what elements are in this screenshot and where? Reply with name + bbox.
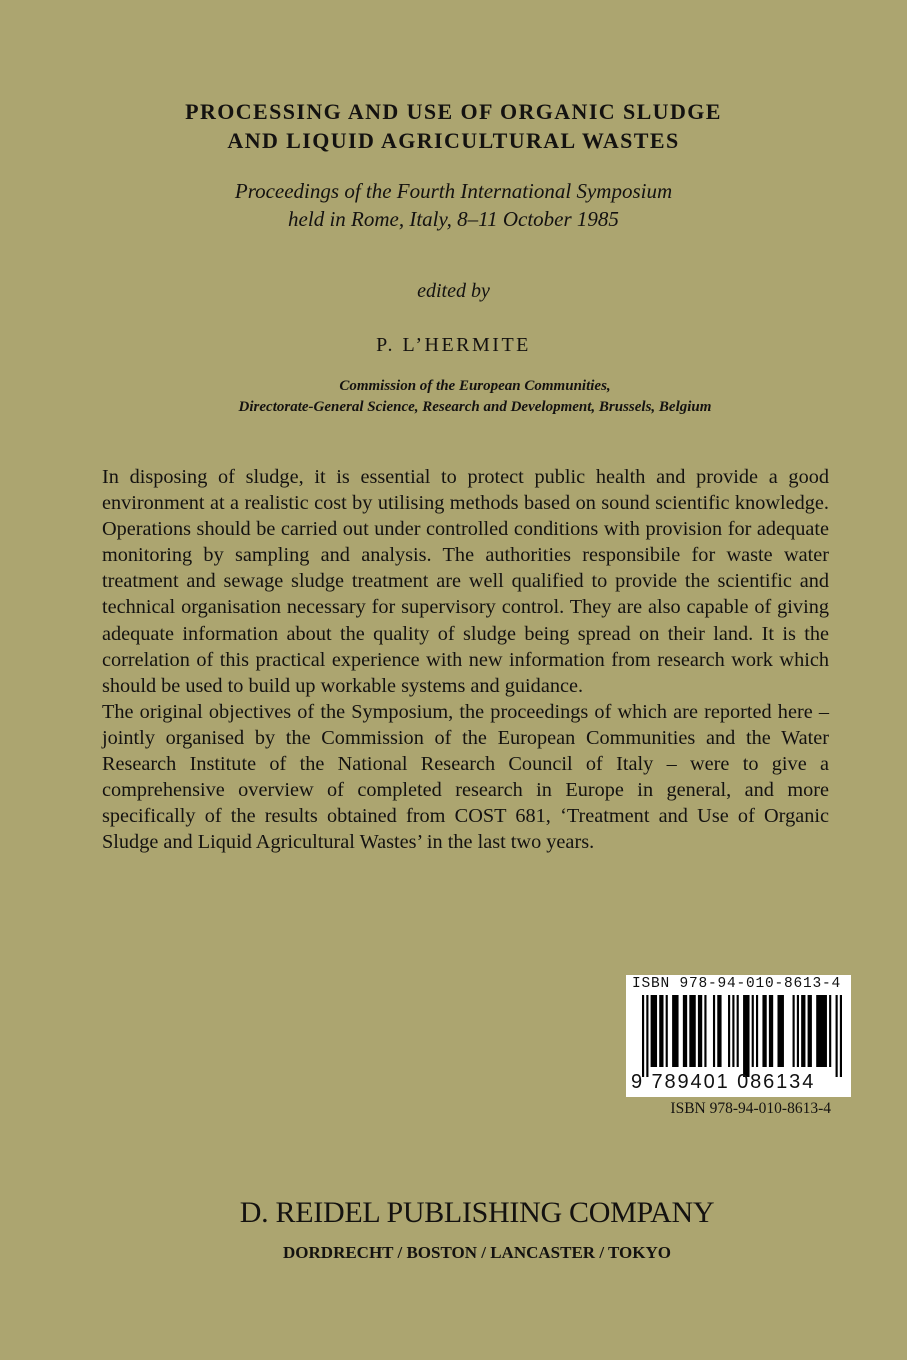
barcode-bar <box>717 995 721 1067</box>
editor-affiliation <box>195 376 755 418</box>
barcode-bar <box>816 995 827 1067</box>
barcode-bar <box>732 995 734 1067</box>
subtitle-line-1: Proceedings of the Fourth International Symposium <box>234 179 673 203</box>
barcode-bar <box>797 995 799 1067</box>
barcode-isbn-label: ISBN 978-94-010-8613-4 <box>632 976 842 992</box>
isbn-barcode <box>626 975 851 1097</box>
barcode-bar <box>743 995 749 1077</box>
barcode-bar <box>737 995 739 1067</box>
barcode-bar <box>689 995 695 1067</box>
barcode-digits: 9 789401 086134 <box>631 1071 816 1093</box>
barcode-bar <box>728 995 730 1067</box>
barcode-bar <box>762 995 766 1067</box>
barcode-bar <box>704 995 706 1067</box>
barcode-bar <box>836 995 838 1077</box>
affiliation-line-2: Directorate-General Science, Research and Development, Brussels, Belgium <box>238 399 712 415</box>
blurb-paragraph-1: In disposing of sludge, it is essential to protect public health and provide a good environment at a realistic cost by utilising methods based on sound scientific knowledge. Operations should be carried out under controlled conditions with provision for adequate monitoring by sampling and analysis. The authorities responsibile for waste water treatment and sewage sludge treatment are well qualified to provide the scientific and technical organisation necessary for supervisory control. They are also capable of giving adequate information about the quality of sludge being spread on their land. It is the correlation of this practical experience with new information from research work which should be used to build up workable systems and guidance. <box>102 466 829 697</box>
barcode-bars <box>642 995 842 1077</box>
barcode-bar <box>769 995 773 1067</box>
barcode-bar <box>777 995 783 1067</box>
book-title-line-1: PROCESSING AND USE OF ORGANIC SLUDGE <box>185 99 722 124</box>
barcode-bar <box>713 995 715 1067</box>
barcode-bar <box>683 995 687 1067</box>
barcode-bar <box>666 995 668 1067</box>
publisher-name: D. REIDEL PUBLISHING COMPANY <box>239 1196 715 1229</box>
subtitle-line-2: held in Rome, Italy, 8–11 October 1985 <box>288 207 619 231</box>
book-title <box>0 97 907 155</box>
blurb-paragraph-2: The original objectives of the Symposium, the proceedings of which are reported here – jointly organised by the Commission of the European Communities and the Water Research Institute of the National Research Council of Italy – were to give a comprehensive overview of completed research in Europe in general, and more specifically of the results obtained from COST 681, ‘Treatment and Use of Organic Sludge and Liquid Agricultural Wastes’ in the last two years. <box>102 700 829 854</box>
book-subtitle <box>0 177 907 233</box>
barcode-bar <box>793 995 795 1067</box>
barcode-bar <box>756 995 758 1067</box>
barcode-bar <box>808 995 812 1067</box>
book-title-line-2: AND LIQUID AGRICULTURAL WASTES <box>227 128 680 153</box>
barcode-bar <box>651 995 657 1067</box>
editor-name: P. L’HERMITE <box>376 334 531 356</box>
barcode-bar <box>646 995 648 1077</box>
barcode-bar <box>659 995 663 1067</box>
barcode-bar <box>829 995 831 1067</box>
barcode-bar <box>672 995 678 1067</box>
blurb-text <box>102 464 829 855</box>
isbn-number: ISBN 978-94-010-8613-4 <box>670 1100 831 1117</box>
barcode-bar <box>752 995 754 1067</box>
barcode-bar <box>840 995 842 1077</box>
edited-by-label: edited by <box>417 280 490 302</box>
affiliation-line-1: Commission of the European Communities, <box>339 378 611 394</box>
publisher-locations: DORDRECHT / BOSTON / LANCASTER / TOKYO <box>283 1243 671 1262</box>
barcode-bar <box>642 995 644 1077</box>
barcode-bar <box>698 995 702 1067</box>
barcode-bar <box>801 995 805 1067</box>
